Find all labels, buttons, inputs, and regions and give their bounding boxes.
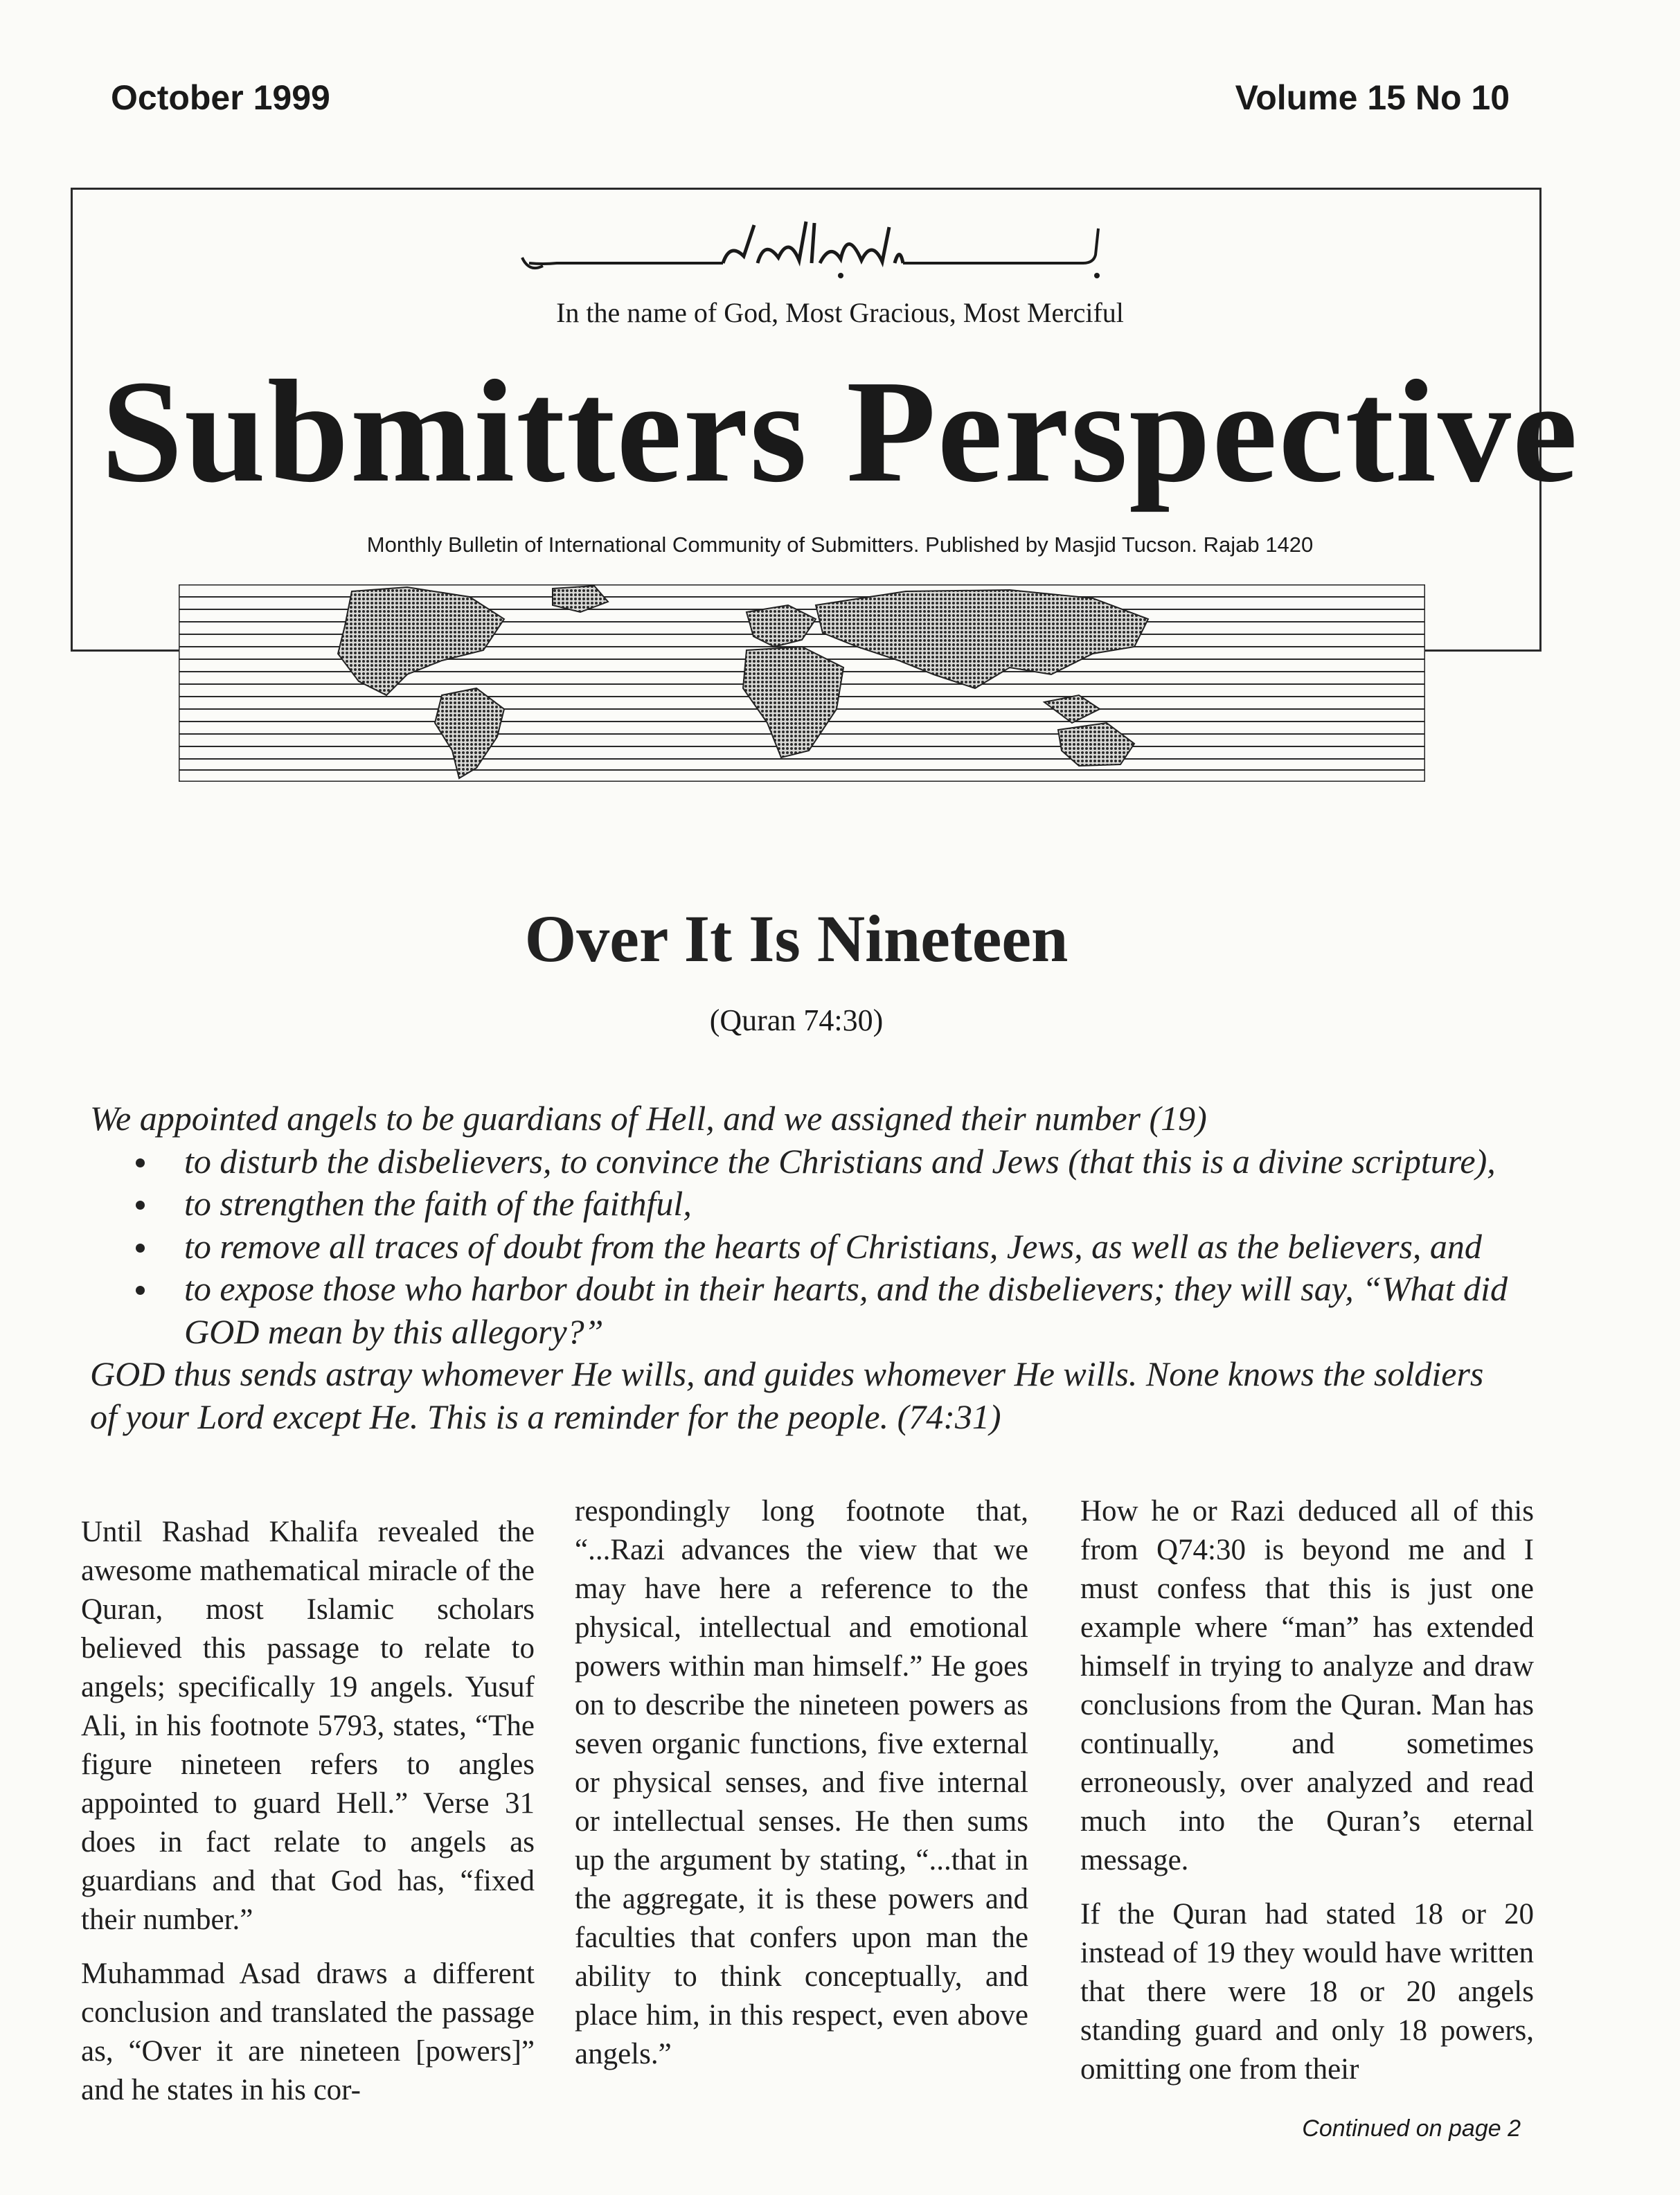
svg-text:بسم الله الرحمن الرحيم: بسم الله الرحمن الرحيم bbox=[813, 280, 827, 282]
paragraph: respondingly long footnote that, “...Razi advances the view that we may have here a reference to the physical, intellectual and emotional powers within man himself.” He goes on to describe the nineteen powers as seven organic functions, five external or physical senses, and five internal or intellectual senses. He then sums up the argument by stating, “...that in the aggregate, it is these powers and faculties that confers upon man the ability to think conceptually, and place him, in this respect, even above angels.” bbox=[575, 1495, 1028, 2070]
article-column-2 bbox=[575, 1492, 1028, 2089]
verse-bullet-list bbox=[90, 1140, 1510, 1354]
verse-bullet: to remove all traces of doubt from the hearts of Christians, Jews, as well as the believers, and bbox=[184, 1226, 1510, 1269]
verse-intro: We appointed angels to be guardians of Hell, and we assigned their number (19) bbox=[90, 1099, 1207, 1138]
bullet-icon bbox=[136, 1201, 145, 1210]
verse-bullet: to expose those who harbor doubt in their hearts, and the disbelievers; they will say, “What did GOD mean by this allegory?” bbox=[184, 1268, 1510, 1353]
article-column-1 bbox=[81, 1513, 535, 2125]
volume-number: Volume 15 No 10 bbox=[1235, 78, 1510, 117]
quran-verse-block bbox=[90, 1098, 1510, 1438]
paragraph: Until Rashad Khalifa revealed the awesome mathematical miracle of the Quran, most Islamic scholars believed this passage to relate to angels; specifically 19 angels. Yusuf Ali, in his footnote 5793, states, “The figure nineteen refers to angles appointed to guard Hell.” Verse 31 does in fact relate to angels as guardians and that God has, “fixed their number.” bbox=[81, 1516, 535, 1936]
issue-date: October 1999 bbox=[111, 78, 330, 117]
publication-title: Submitters Perspective bbox=[101, 350, 1579, 512]
article-column-3 bbox=[1080, 1492, 1534, 2104]
verse-bullet: to strengthen the faith of the faithful, bbox=[184, 1183, 1510, 1226]
bullet-icon bbox=[136, 1244, 145, 1253]
publication-subtitle: Monthly Bulletin of International Community of Submitters. Published by Masjid Tucson. Rajab 1420 bbox=[366, 532, 1314, 557]
bullet-icon bbox=[136, 1286, 145, 1295]
continued-note: Continued on page 2 bbox=[1302, 2115, 1521, 2142]
verse-bullet: to disturb the disbelievers, to convince the Christians and Jews (that this is a divine scripture), bbox=[184, 1140, 1510, 1183]
verse-closing: GOD thus sends astray whomever He wills, and guides whomever He wills. None knows the soldiers of your Lord except He. This is a reminder for the people. (74:31) bbox=[90, 1354, 1484, 1436]
bismillah-calligraphy bbox=[515, 215, 1111, 284]
paragraph: Muhammad Asad draws a different conclusion and translated the passage as, “Over it are nineteen [powers]” and he states in his cor- bbox=[81, 1957, 535, 2106]
invocation-text: In the name of God, Most Gracious, Most Merciful bbox=[556, 297, 1124, 328]
bullet-icon bbox=[136, 1158, 145, 1167]
article-citation: (Quran 74:30) bbox=[709, 1003, 884, 1037]
paragraph: If the Quran had stated 18 or 20 instead of 19 they would have written that there were 18 or 20 angels standing guard and only 18 powers, omitting one from their bbox=[1080, 1898, 1534, 2086]
article-headline: Over It Is Nineteen bbox=[524, 902, 1069, 976]
world-map-illustration bbox=[179, 584, 1425, 782]
paragraph: How he or Razi deduced all of this from Q74:30 is beyond me and I must confess that this is just one example where “man” has extended himself in trying to analyze and draw conclusions from the Quran. Man has continually, and sometimes erroneously, over analyzed and read much into the Quran’s eternal message. bbox=[1080, 1495, 1534, 1876]
